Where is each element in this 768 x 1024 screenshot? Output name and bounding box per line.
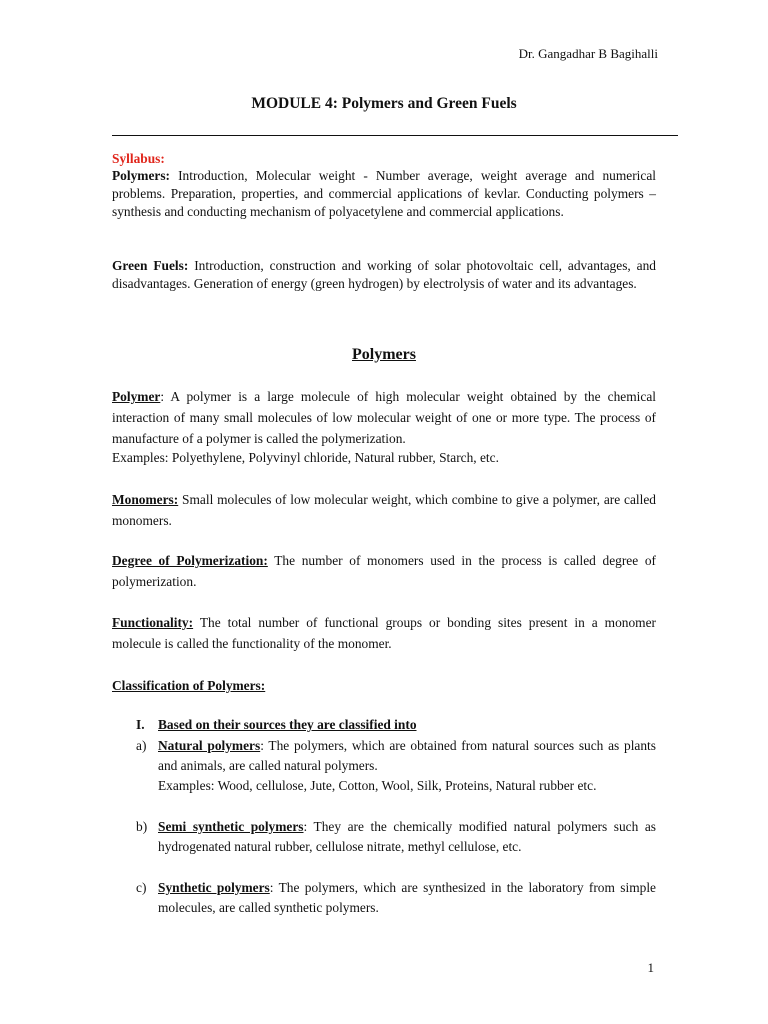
section-title-polymers: Polymers xyxy=(352,346,416,363)
syllabus-polymers-paragraph xyxy=(112,167,656,221)
polymer-text: : A polymer is a large molecule of high molecular weight obtained by the chemical interaction of many small molecules of low molecular weight of one or more type. The process of manufacture of a polymer is called the polymerization. xyxy=(112,389,656,446)
classification-group-heading xyxy=(136,716,417,734)
list-item-label: a) xyxy=(136,738,147,753)
degree-definition xyxy=(112,550,656,592)
list-item-examples: Examples: Wood, cellulose, Jute, Cotton, Wool, Silk, Proteins, Natural rubber etc. xyxy=(158,778,597,793)
degree-term: Degree of Polymerization: xyxy=(112,553,268,568)
polymer-term: Polymer xyxy=(112,389,161,404)
syllabus-green-fuels-label: Green Fuels: xyxy=(112,258,189,273)
list-item-body xyxy=(158,817,656,857)
module-title: MODULE 4: Polymers and Green Fuels xyxy=(251,95,517,112)
list-item-text: : The polymers, which are synthesized in the laboratory from simple molecules, are called synthetic polymers. xyxy=(158,880,656,915)
list-item-label: b) xyxy=(136,819,148,834)
monomers-term: Monomers: xyxy=(112,492,179,507)
functionality-term: Functionality: xyxy=(112,615,194,630)
group-title: Based on their sources they are classified into xyxy=(158,717,417,732)
syllabus-green-fuels-text: Introduction, construction and working of solar photovoltaic cell, advantages, and disadvantages. Generation of energy (green hydrogen) by electrolysis of water and its advantages. xyxy=(112,258,656,291)
monomers-definition xyxy=(112,489,656,531)
polymer-definition xyxy=(112,386,656,467)
polymer-examples: Examples: Polyethylene, Polyvinyl chloride, Natural rubber, Starch, etc. xyxy=(112,450,499,465)
syllabus-green-fuels-paragraph xyxy=(112,257,656,293)
list-item xyxy=(136,736,656,796)
list-item-body xyxy=(158,878,656,918)
syllabus-heading: Syllabus: xyxy=(112,151,165,166)
author-header: Dr. Gangadhar B Bagihalli xyxy=(518,46,658,61)
classification-heading-text: Classification of Polymers: xyxy=(112,678,266,693)
title-divider xyxy=(112,135,678,136)
list-item-text: : The polymers, which are obtained from natural sources such as plants and animals, are called natural polymers. xyxy=(158,738,656,773)
list-item-term: Semi synthetic polymers xyxy=(158,819,304,834)
syllabus-polymers-label: Polymers: xyxy=(112,168,171,183)
list-item-body xyxy=(158,736,656,796)
functionality-text: The total number of functional groups or bonding sites present in a monomer molecule is called the functionality of the monomer. xyxy=(112,615,656,651)
monomers-text: Small molecules of low molecular weight, which combine to give a polymer, are called monomers. xyxy=(112,492,656,528)
list-item-term: Natural polymers xyxy=(158,738,261,753)
list-item xyxy=(136,817,656,857)
classification-heading xyxy=(112,675,656,696)
page-number: 1 xyxy=(647,960,654,975)
list-item xyxy=(136,878,656,918)
list-item-text: : They are the chemically modified natural polymers such as hydrogenated natural rubber, cellulose nitrate, methyl cellulose, etc. xyxy=(158,819,656,854)
degree-text: The number of monomers used in the process is called degree of polymerization. xyxy=(112,553,656,589)
functionality-definition xyxy=(112,612,656,654)
list-item-term: Synthetic polymers xyxy=(158,880,270,895)
syllabus-polymers-text: Introduction, Molecular weight - Number average, weight average and numerical problems. Preparation, properties, and commercial applications of kevlar. Conducting polymers – synthesis and conducting mechanism of polyacetylene and commercial applications. xyxy=(112,168,656,219)
group-number: I. xyxy=(136,717,145,732)
list-item-label: c) xyxy=(136,880,147,895)
